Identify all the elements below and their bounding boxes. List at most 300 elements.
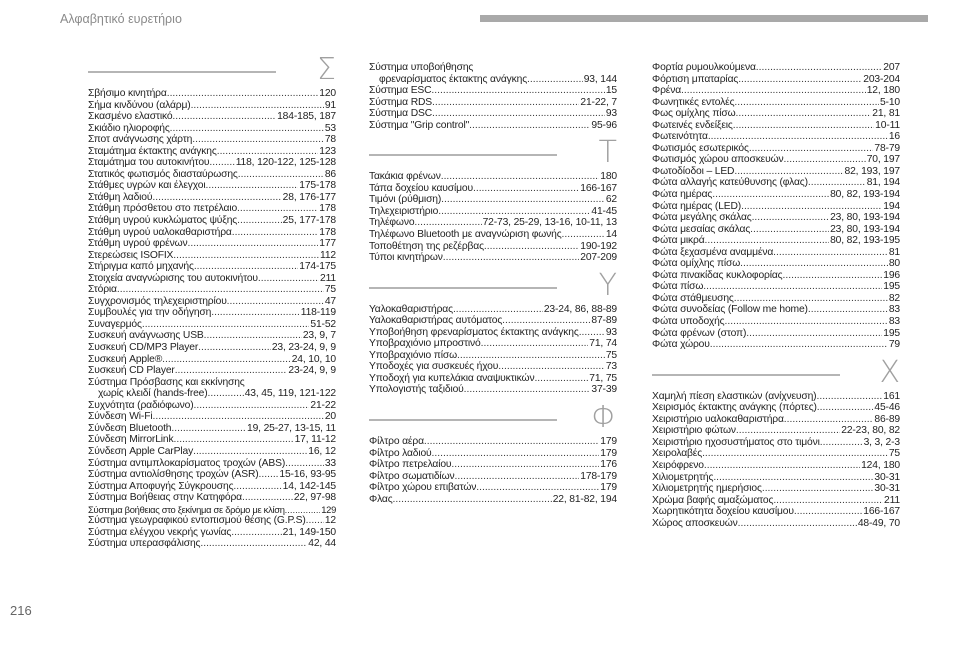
index-entry bbox=[88, 538, 336, 550]
entry-label: Στόρια bbox=[88, 284, 117, 296]
entry-pages: 82, 193, 197 bbox=[844, 165, 900, 177]
leader-dots bbox=[194, 261, 298, 273]
leader-dots bbox=[438, 206, 590, 218]
entry-pages: 12 bbox=[324, 515, 336, 527]
leader-dots bbox=[227, 296, 324, 308]
entry-label: Φρένα bbox=[652, 85, 682, 97]
entry-pages: 80 bbox=[888, 258, 900, 270]
index-entry bbox=[88, 354, 336, 366]
entry-label: Σύστημα γεωγραφικού εντοπισμού θέσης (G.P.S) bbox=[88, 515, 306, 527]
entry-label: Φώτα συνοδείας (Follow me home) bbox=[652, 304, 808, 316]
leader-dots bbox=[285, 504, 321, 516]
entry-label: Σύνδεση Wi-Fi bbox=[88, 411, 153, 423]
entry-pages: 180 bbox=[600, 171, 617, 183]
leader-dots bbox=[469, 120, 590, 132]
entry-pages: 10-11 bbox=[875, 119, 900, 131]
index-entry bbox=[88, 134, 336, 146]
leader-dots bbox=[784, 414, 874, 426]
index-entry bbox=[652, 414, 900, 426]
entry-label: Σύνδεση Bluetooth bbox=[88, 422, 172, 434]
entry-label: Φίλτρο αέρα bbox=[369, 436, 424, 448]
index-entry bbox=[652, 131, 900, 143]
entry-pages: 22, 81-82, 194 bbox=[552, 493, 617, 505]
index-entry bbox=[369, 120, 617, 132]
entry-pages: 23-24, 86, 88-89 bbox=[543, 303, 617, 315]
index-entry bbox=[652, 97, 900, 109]
entry-label: Συμβουλές για την οδήγηση bbox=[88, 307, 212, 319]
entry-pages: 15 bbox=[605, 85, 617, 97]
index-entry bbox=[652, 472, 900, 484]
index-section bbox=[369, 62, 617, 131]
entry-label: Σβήσιμο κινητήρα bbox=[88, 88, 167, 99]
leader-dots bbox=[773, 495, 883, 507]
entry-pages: 184-185, 187 bbox=[277, 111, 336, 123]
section-divider bbox=[369, 419, 557, 421]
entry-pages: 112 bbox=[320, 249, 336, 261]
entry-label: Φωτισμός χώρου αποσκευών bbox=[652, 154, 784, 166]
leader-dots bbox=[816, 391, 882, 403]
entry-label: Σύστημα υπερασφάλισης bbox=[88, 538, 201, 550]
index-entry bbox=[369, 350, 617, 362]
index-entry bbox=[652, 425, 900, 437]
entry-pages: 51-52 bbox=[310, 318, 336, 330]
index-section bbox=[369, 400, 617, 505]
leader-dots bbox=[173, 434, 293, 446]
leader-dots bbox=[736, 425, 840, 437]
leader-dots bbox=[211, 307, 300, 319]
entry-label: Στήριγμα καπό μηχανής bbox=[88, 261, 194, 273]
entry-pages: 78 bbox=[324, 134, 336, 146]
leader-dots bbox=[454, 471, 579, 483]
entry-label: Φώτα πινακίδας κυκλοφορίας bbox=[652, 269, 783, 281]
index-entry bbox=[88, 169, 336, 181]
leader-dots bbox=[306, 515, 324, 527]
entry-pages: 22-23, 80, 82 bbox=[841, 425, 900, 437]
index-entry bbox=[369, 338, 617, 350]
leader-dots bbox=[773, 247, 888, 259]
entry-pages: 15-16, 93-95 bbox=[279, 469, 336, 481]
index-entry bbox=[652, 402, 900, 414]
leader-dots bbox=[725, 316, 888, 328]
entry-label: Φώτα αλλαγής κατεύθυνσης (φλας) bbox=[652, 177, 808, 189]
entry-label: Φλας bbox=[369, 493, 393, 505]
index-entry bbox=[88, 492, 336, 504]
entry-label: Στερεώσεις ISOFIX bbox=[88, 249, 174, 261]
leader-dots bbox=[259, 469, 279, 481]
entry-label: Υποβραχιόνιο μπροστινό bbox=[369, 338, 481, 350]
section-letter-header bbox=[652, 354, 900, 391]
entry-label: Φώτα στάθμευσης bbox=[652, 292, 734, 304]
index-entry bbox=[88, 111, 336, 123]
entry-pages: 16, 12 bbox=[308, 445, 336, 457]
index-entry bbox=[369, 384, 617, 396]
leader-dots bbox=[702, 448, 888, 460]
leader-dots bbox=[393, 494, 552, 506]
section-letter-header bbox=[88, 52, 336, 88]
index-entry bbox=[369, 229, 617, 241]
leader-dots bbox=[457, 350, 605, 362]
leader-dots bbox=[432, 97, 579, 109]
entry-label: Φόρτιση μπαταρίας bbox=[652, 73, 739, 85]
entry-pages: 87-89 bbox=[591, 315, 617, 327]
index-entry bbox=[652, 460, 900, 472]
entry-pages: 70, 197 bbox=[866, 154, 900, 166]
index-entry bbox=[88, 180, 336, 192]
index-entry bbox=[652, 316, 900, 328]
index-entry bbox=[369, 459, 617, 471]
leader-dots bbox=[443, 252, 579, 264]
index-entry bbox=[652, 177, 900, 189]
entry-pages: 161 bbox=[883, 390, 900, 402]
index-section bbox=[369, 135, 617, 264]
leader-dots bbox=[534, 373, 588, 385]
entry-pages: 30-31 bbox=[874, 483, 900, 495]
leader-dots bbox=[204, 330, 302, 342]
entry-label: Τιμόνι (ρύθμιση) bbox=[369, 194, 442, 206]
leader-dots bbox=[820, 437, 863, 449]
entry-label: Στάθμη πρόσθετου στο πετρέλαιο bbox=[88, 203, 238, 215]
entry-label: Συσκευή ανάγνωσης USB bbox=[88, 330, 204, 342]
entry-pages: 71, 74 bbox=[589, 338, 617, 350]
entry-label: Υπολογιστής ταξιδιού bbox=[369, 384, 464, 396]
leader-dots bbox=[441, 194, 605, 206]
index-entry bbox=[88, 273, 336, 285]
entry-pages: 72-73, 25-29, 13-16, 10-11, 13 bbox=[482, 217, 617, 229]
entry-pages: 23, 9, 7 bbox=[302, 330, 336, 342]
index-entry bbox=[652, 258, 900, 270]
index-entry bbox=[369, 252, 617, 264]
leader-dots bbox=[432, 448, 600, 460]
entry-label: Φορτία ρυμουλκούμενα bbox=[652, 62, 756, 73]
section-divider bbox=[88, 71, 276, 73]
entry-label: Υποδοχή για κυπελάκια αναψυκτικών bbox=[369, 372, 535, 384]
entry-label: Συσκευή Apple® bbox=[88, 353, 163, 365]
leader-dots bbox=[579, 327, 605, 339]
index-entry bbox=[369, 373, 617, 385]
leader-dots bbox=[750, 224, 829, 236]
entry-pages: 14 bbox=[605, 229, 617, 241]
entry-label: Φώτα ημέρας (LED) bbox=[652, 200, 742, 212]
entry-pages: 62 bbox=[605, 194, 617, 206]
entry-pages: 42, 44 bbox=[308, 538, 336, 550]
index-entry bbox=[369, 108, 617, 120]
leader-dots bbox=[194, 400, 310, 412]
entry-label: Φώτα μικρά bbox=[652, 235, 705, 247]
leader-dots bbox=[206, 180, 299, 192]
entry-label: Σύστημα "Grip control" bbox=[369, 119, 470, 131]
index-entry bbox=[88, 400, 336, 412]
entry-pages: 5-10 bbox=[879, 96, 900, 108]
index-entry bbox=[88, 411, 336, 423]
entry-label: Σταμάτημα του αυτοκινήτου bbox=[88, 157, 210, 169]
entry-pages: 23-24, 9, 9 bbox=[288, 365, 336, 377]
index-entry bbox=[652, 448, 900, 460]
leader-dots bbox=[562, 229, 605, 241]
entry-label: Φίλτρο λαδιού bbox=[369, 447, 432, 459]
entry-pages: 178 bbox=[319, 226, 336, 238]
leader-dots bbox=[484, 241, 579, 253]
index-entry bbox=[369, 206, 617, 218]
entry-pages: 79 bbox=[888, 339, 900, 351]
entry-pages: 80, 82, 193-194 bbox=[830, 189, 900, 201]
entry-pages: 93, 144 bbox=[583, 73, 617, 85]
entry-pages: 93 bbox=[605, 108, 617, 120]
leader-dots bbox=[232, 227, 319, 239]
entry-pages: 123 bbox=[319, 145, 336, 157]
entry-label: Φώτα μεσαίας σκάλας bbox=[652, 223, 751, 235]
leader-dots bbox=[175, 365, 288, 377]
section-divider bbox=[369, 154, 557, 156]
entry-label: Σύστημα αντιολίσθησης τροχών (ASR) bbox=[88, 469, 259, 481]
index-entry bbox=[88, 192, 336, 204]
index-entry bbox=[652, 339, 900, 351]
entry-pages: 194 bbox=[883, 200, 900, 212]
index-entry bbox=[652, 293, 900, 305]
section-letter: Φ bbox=[591, 400, 617, 436]
entry-label: χωρίς κλειδί (hands-free) bbox=[98, 388, 208, 400]
entry-pages: 17, 11-12 bbox=[294, 434, 336, 446]
entry-label: Χειρόφρενο bbox=[652, 459, 704, 471]
entry-pages: 24, 10, 10 bbox=[291, 353, 336, 365]
index-entry bbox=[652, 108, 900, 120]
entry-label: Φώτα χώρου bbox=[652, 339, 710, 351]
index-entry bbox=[88, 527, 336, 539]
index-entry bbox=[652, 506, 900, 518]
entry-label: Στοιχεία αναγνώρισης του αυτοκινήτου bbox=[88, 272, 258, 284]
entry-label: Σκιάδιο ηλιοροφής bbox=[88, 122, 170, 134]
index-entry bbox=[88, 284, 336, 296]
index-entry bbox=[88, 296, 336, 308]
entry-label: Σύστημα DSC bbox=[369, 108, 432, 120]
leader-dots bbox=[498, 361, 605, 373]
entry-label: Σύστημα Πρόσβασης και εκκίνησης bbox=[88, 376, 245, 388]
index-entry bbox=[88, 215, 336, 227]
leader-dots bbox=[681, 85, 866, 97]
entry-label: Φίλτρο χώρου επιβατών bbox=[369, 482, 477, 494]
index-entry bbox=[652, 212, 900, 224]
leader-dots bbox=[794, 506, 862, 518]
leader-dots bbox=[451, 459, 599, 471]
index-entry bbox=[652, 437, 900, 449]
section-divider bbox=[652, 374, 840, 376]
section-letter-header bbox=[369, 400, 617, 436]
leader-dots bbox=[703, 281, 882, 293]
entry-label: Φώτα μεγάλης σκάλας bbox=[652, 212, 752, 224]
entry-pages: 37-39 bbox=[591, 384, 617, 396]
entry-label: Φωτεινές ενδείξεις bbox=[652, 119, 733, 131]
entry-pages: 196 bbox=[883, 269, 900, 281]
entry-label: Χειριστήριο ηχοσυστήματος στο τιμόνι bbox=[652, 436, 820, 448]
leader-dots bbox=[713, 472, 873, 484]
leader-dots bbox=[783, 270, 883, 282]
entry-label: Φώτα ημέρας bbox=[652, 189, 713, 201]
index-entry bbox=[369, 315, 617, 327]
entry-pages: 166-167 bbox=[580, 182, 617, 194]
entry-pages: 190-192 bbox=[580, 240, 617, 252]
entry-label: Συναγερμός bbox=[88, 318, 142, 330]
index-entry bbox=[369, 494, 617, 506]
index-section bbox=[369, 267, 617, 396]
index-entry bbox=[369, 241, 617, 253]
leader-dots bbox=[710, 339, 888, 351]
leader-dots bbox=[464, 384, 591, 396]
index-entry bbox=[88, 330, 336, 342]
entry-label: Υαλοκαθαριστήρας αυτόματος bbox=[369, 315, 503, 327]
index-column-1 bbox=[88, 52, 336, 558]
entry-label: Σύστημα Βοήθειας στην Κατηφόρα bbox=[88, 492, 242, 504]
entry-label: Φίλτρο πετρελαίου bbox=[369, 459, 452, 471]
entry-label: Φώτα φρένων (στοπ) bbox=[652, 327, 747, 339]
entry-label: Υποδοχές για συσκευές ήχου bbox=[369, 361, 499, 373]
entry-label: Σποτ ανάγνωσης χάρτη bbox=[88, 134, 193, 146]
leader-dots bbox=[756, 62, 883, 74]
entry-pages: 195 bbox=[883, 281, 900, 293]
leader-dots bbox=[424, 436, 599, 448]
index-entry bbox=[369, 448, 617, 460]
entry-label: Φωνητικές εντολές bbox=[652, 96, 735, 108]
entry-label: Τάπα δοχείου καυσίμου bbox=[369, 182, 473, 194]
entry-label: Σύστημα RDS bbox=[369, 96, 432, 108]
entry-pages: 178 bbox=[319, 203, 336, 215]
entry-pages: 166-167 bbox=[863, 506, 900, 518]
entry-pages: 73 bbox=[605, 361, 617, 373]
index-entry bbox=[88, 319, 336, 331]
section-divider bbox=[369, 287, 557, 289]
index-entry bbox=[88, 365, 336, 377]
entry-pages: 176 bbox=[600, 459, 617, 471]
entry-label: Σκασμένο ελαστικό bbox=[88, 111, 173, 123]
header-bar bbox=[480, 15, 928, 22]
leader-dots bbox=[198, 342, 271, 354]
entry-pages: 19, 25-27, 13-15, 11 bbox=[247, 422, 336, 434]
index-entry bbox=[369, 194, 617, 206]
page-header-title: Αλφαβητικό ευρετήριο bbox=[60, 12, 182, 26]
entry-label: Στάθμες υγρών και έλεγχοι bbox=[88, 180, 206, 192]
entry-label: Σύνδεση Apple CarPlay bbox=[88, 445, 194, 457]
entry-pages: 91 bbox=[324, 99, 336, 111]
entry-label: φρεναρίσματος έκτακτης ανάγκης bbox=[379, 73, 528, 85]
index-entry bbox=[652, 235, 900, 247]
entry-label: Στάθμη λαδιού bbox=[88, 191, 153, 203]
index-entry bbox=[88, 469, 336, 481]
entry-pages: 83 bbox=[888, 316, 900, 328]
index-entry bbox=[88, 446, 336, 458]
entry-label: Στάθμη υγρού υαλοκαθαριστήρα bbox=[88, 226, 232, 238]
entry-label: Συσκευή CD/MP3 Player bbox=[88, 342, 199, 354]
index-entry bbox=[88, 238, 336, 250]
index-entry bbox=[652, 328, 900, 340]
entry-label: Χειρολαβές bbox=[652, 448, 703, 460]
entry-label: Σύστημα ελέγχου νεκρής γωνίας bbox=[88, 526, 232, 538]
leader-dots bbox=[238, 169, 324, 181]
index-entry bbox=[652, 120, 900, 132]
entry-pages: 21-22, 7 bbox=[580, 96, 617, 108]
entry-pages: 177 bbox=[319, 238, 336, 250]
index-entry bbox=[652, 189, 900, 201]
leader-dots bbox=[738, 74, 862, 86]
leader-dots bbox=[527, 74, 583, 86]
entry-pages: 43, 45, 119, 121-122 bbox=[244, 388, 336, 400]
entry-pages: 20 bbox=[324, 411, 336, 423]
entry-pages: 93 bbox=[605, 326, 617, 338]
index-entry bbox=[88, 342, 336, 354]
entry-pages: 16 bbox=[888, 131, 900, 143]
leader-dots bbox=[172, 111, 276, 123]
index-entry bbox=[88, 504, 336, 516]
leader-dots bbox=[476, 482, 599, 494]
leader-dots bbox=[736, 108, 872, 120]
index-entry bbox=[652, 495, 900, 507]
index-entry bbox=[88, 458, 336, 470]
leader-dots bbox=[152, 411, 323, 423]
entry-pages: 207-209 bbox=[580, 252, 617, 264]
leader-dots bbox=[233, 481, 281, 493]
index-entry bbox=[88, 515, 336, 527]
entry-label: Στατικός φωτισμός διασταύρωσης bbox=[88, 168, 238, 180]
entry-label: Φώτα ομίχλης πίσω bbox=[652, 258, 741, 270]
entry-pages: 207 bbox=[883, 62, 900, 73]
entry-pages: 12, 180 bbox=[866, 85, 900, 97]
leader-dots bbox=[432, 108, 605, 120]
leader-dots bbox=[734, 166, 843, 178]
index-column-2 bbox=[369, 62, 617, 513]
leader-dots bbox=[191, 100, 324, 112]
index-entry bbox=[652, 154, 900, 166]
section-letter: Υ bbox=[598, 267, 617, 303]
index-entry bbox=[88, 123, 336, 135]
entry-pages: 28, 176-177 bbox=[282, 191, 336, 203]
leader-dots bbox=[173, 250, 319, 262]
entry-pages: 81, 194 bbox=[866, 177, 900, 189]
leader-dots bbox=[473, 183, 579, 195]
entry-pages: 211 bbox=[884, 494, 900, 506]
leader-dots bbox=[762, 483, 874, 495]
entry-pages: 47 bbox=[324, 295, 336, 307]
index-entry bbox=[652, 74, 900, 86]
entry-pages: 129 bbox=[321, 503, 336, 515]
entry-label: Χιλιομετρητής bbox=[652, 471, 714, 483]
leader-dots bbox=[741, 201, 882, 213]
entry-label: Τηλέφωνο bbox=[369, 217, 415, 229]
entry-label: Υποβραχιόνιο πίσω bbox=[369, 349, 457, 361]
entry-pages: 82 bbox=[888, 292, 900, 304]
leader-dots bbox=[441, 171, 600, 183]
index-entry bbox=[652, 143, 900, 155]
index-entry bbox=[652, 166, 900, 178]
entry-pages: 203-204 bbox=[863, 73, 900, 85]
leader-dots bbox=[209, 157, 234, 169]
entry-label: Υποβοήθηση φρεναρίσματος έκτακτης ανάγκης bbox=[369, 326, 579, 338]
leader-dots bbox=[712, 189, 829, 201]
entry-pages: 211 bbox=[320, 272, 336, 284]
entry-pages: 75 bbox=[324, 284, 336, 296]
entry-pages: 118, 120-122, 125-128 bbox=[235, 157, 336, 169]
leader-dots bbox=[167, 88, 319, 100]
index-entry bbox=[652, 304, 900, 316]
leader-dots bbox=[237, 215, 282, 227]
leader-dots bbox=[808, 304, 888, 316]
leader-dots bbox=[187, 238, 318, 250]
entry-label: Σύστημα Αποφυγής Σύγκρουσης bbox=[88, 480, 234, 492]
index-entry bbox=[369, 361, 617, 373]
leader-dots bbox=[231, 527, 281, 539]
leader-dots bbox=[193, 446, 307, 458]
leader-dots bbox=[740, 258, 888, 270]
index-section bbox=[652, 354, 900, 530]
section-letter: Χ bbox=[879, 354, 900, 390]
entry-pages: 30-31 bbox=[874, 471, 900, 483]
index-entry bbox=[369, 85, 617, 97]
